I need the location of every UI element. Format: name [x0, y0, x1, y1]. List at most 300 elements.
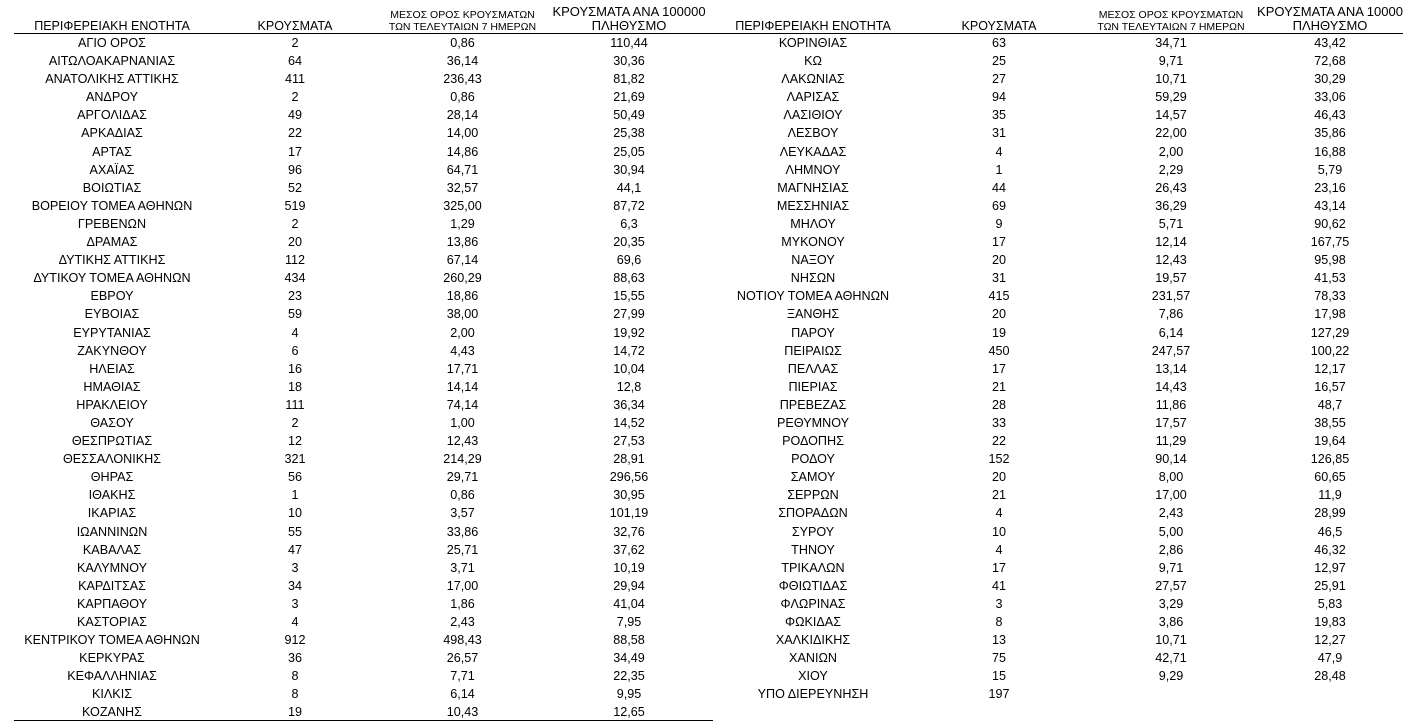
avg7-cell: 11,29	[1155, 434, 1187, 449]
table-row	[713, 70, 1403, 88]
region-cell: ΕΥΒΟΙΑΣ	[84, 307, 140, 322]
avg7-cell: 2,43	[1158, 506, 1184, 521]
avg7-cell: 17,57	[1155, 415, 1187, 430]
cases-cell: 2	[291, 216, 299, 231]
rate-cell: 6,3	[620, 216, 638, 231]
avg7-cell: 498,43	[443, 633, 482, 648]
rate-cell: 46,5	[1317, 524, 1343, 539]
table-row	[14, 613, 713, 631]
avg7-cell: 236,43	[443, 72, 482, 87]
avg7-header-line2: ΤΩΝ ΤΕΛΕΥΤΑΙΩΝ 7 ΗΜΕΡΩΝ	[1097, 21, 1245, 33]
region-cell: ΤΡΙΚΑΛΩΝ	[781, 560, 845, 575]
cases-cell: 15	[991, 669, 1006, 684]
cases-cell: 9	[995, 216, 1003, 231]
region-cell: ΧΙΟΥ	[798, 669, 828, 684]
avg7-cell: 14,00	[446, 126, 479, 141]
cases-cell: 16	[287, 361, 302, 376]
cases-cell: 20	[991, 307, 1006, 322]
avg7-header-line2: ΤΩΝ ΤΕΛΕΥΤΑΙΩΝ 7 ΗΜΕΡΩΝ	[388, 21, 537, 33]
right-table-body	[713, 34, 1403, 704]
table-row	[14, 34, 713, 53]
cases-cell: 23	[287, 289, 302, 304]
rate-cell: 27,53	[613, 434, 645, 449]
avg7-cell: 13,14	[1155, 361, 1187, 376]
table-row	[713, 685, 1403, 703]
rate-cell: 30,36	[613, 54, 645, 69]
cases-cell: 3	[291, 596, 299, 611]
table-row	[14, 396, 713, 414]
cases-cell: 19	[287, 705, 302, 720]
table-row	[14, 305, 713, 323]
cases-cell: 20	[991, 253, 1006, 268]
table-row	[713, 360, 1403, 378]
avg7-cell: 64,71	[446, 162, 479, 177]
avg7-cell: 8,00	[1158, 470, 1184, 485]
table-row	[713, 414, 1403, 432]
region-cell: ΑΝΑΤΟΛΙΚΗΣ ΑΤΤΙΚΗΣ	[45, 72, 179, 87]
table-row	[14, 595, 713, 613]
table-row	[713, 541, 1403, 559]
rate-cell	[1257, 685, 1403, 703]
table-row	[14, 504, 713, 522]
table-row	[713, 233, 1403, 251]
cases-cell: 4	[995, 506, 1003, 521]
avg7-cell: 26,43	[1155, 180, 1187, 195]
rate-cell: 48,7	[1317, 397, 1343, 412]
region-cell: ΚΑΡΔΙΤΣΑΣ	[78, 578, 146, 593]
left-table-body	[14, 34, 713, 722]
table-row	[14, 70, 713, 88]
rate-cell: 36,34	[613, 397, 645, 412]
cases-cell: 47	[287, 542, 302, 557]
rate-cell: 25,38	[613, 126, 645, 141]
cases-cell: 28	[991, 397, 1006, 412]
rate-cell: 110,44	[610, 36, 648, 50]
region-cell: ΑΡΓΟΛΙΔΑΣ	[77, 108, 147, 123]
region-cell: ΔΡΑΜΑΣ	[86, 235, 138, 250]
cases-cell: 25	[991, 54, 1006, 69]
table-row	[14, 703, 713, 721]
region-cell: ΚΑΒΑΛΑΣ	[82, 542, 142, 557]
avg7-cell: 28,14	[446, 108, 479, 123]
avg7-cell: 34,71	[1155, 36, 1187, 50]
cases-cell: 49	[287, 108, 302, 123]
table-row	[713, 504, 1403, 522]
left-header-row	[14, 0, 713, 34]
avg7-cell: 36,29	[1155, 198, 1187, 213]
region-cell: ΣΑΜΟΥ	[790, 470, 836, 485]
avg7-cell: 2,00	[450, 325, 475, 340]
region-cell: ΦΘΙΩΤΙΔΑΣ	[778, 578, 848, 593]
cases-cell: 4	[291, 325, 299, 340]
avg7-cell: 22,00	[1155, 126, 1187, 141]
avg7-cell: 260,29	[443, 271, 482, 286]
table-row	[14, 541, 713, 559]
rate-cell: 126,85	[1310, 452, 1350, 467]
region-cell: ΠΙΕΡΙΑΣ	[788, 379, 838, 394]
rate-cell: 15,55	[613, 289, 645, 304]
table-row	[713, 450, 1403, 468]
avg7-cell: 3,57	[450, 506, 475, 521]
rate-cell: 78,33	[1314, 289, 1346, 304]
table-row	[14, 631, 713, 649]
region-cell: ΣΠΟΡΑΔΩΝ	[778, 506, 848, 521]
cases-cell: 912	[284, 633, 306, 648]
region-cell: ΧΑΝΙΩΝ	[789, 651, 837, 666]
rate-cell: 19,64	[1314, 434, 1346, 449]
region-cell: ΛΑΣΙΘΙΟΥ	[783, 108, 843, 123]
region-cell: ΣΥΡΟΥ	[791, 524, 835, 539]
table-row	[14, 378, 713, 396]
cases-cell: 41	[991, 578, 1006, 593]
avg7-cell: 7,71	[450, 669, 475, 684]
region-cell: ΗΛΕΙΑΣ	[89, 361, 135, 376]
avg7-cell: 12,43	[446, 434, 479, 449]
avg7-cell: 2,43	[450, 615, 475, 629]
avg7-cell: 12,43	[1155, 253, 1187, 268]
rate-cell: 5,79	[1317, 162, 1343, 177]
table-row	[713, 577, 1403, 595]
region-cell: ΖΑΚΥΝΘΟΥ	[77, 343, 147, 358]
region-cell: ΓΡΕΒΕΝΩΝ	[77, 216, 147, 231]
table-row	[713, 52, 1403, 70]
region-cell: ΝΑΞΟΥ	[791, 253, 835, 268]
cases-cell: 112	[284, 253, 306, 268]
avg7-cell: 9,71	[1158, 560, 1184, 575]
cases-cell: 33	[991, 415, 1006, 430]
table-row	[713, 432, 1403, 450]
rate-cell: 46,32	[1314, 542, 1346, 557]
avg7-cell: 1,29	[450, 216, 475, 231]
cases-cell: 59	[287, 307, 302, 322]
region-cell: ΜΗΛΟΥ	[790, 216, 836, 231]
region-cell: ΥΠΟ ΔΙΕΡΕΥΝΗΣΗ	[757, 687, 869, 702]
rate-cell: 69,6	[616, 253, 642, 268]
avg7-cell: 6,14	[450, 687, 475, 702]
avg7-cell: 325,00	[443, 198, 482, 213]
rate-cell: 12,65	[613, 705, 645, 720]
cases-cell: 1	[995, 162, 1003, 177]
cases-cell: 434	[284, 271, 306, 286]
region-cell: ΠΕΛΛΑΣ	[787, 361, 839, 376]
table-row	[14, 414, 713, 432]
rate-cell: 20,35	[613, 235, 645, 250]
cases-cell: 415	[988, 289, 1010, 304]
rate-cell: 12,17	[1314, 361, 1346, 376]
table-row	[713, 649, 1403, 667]
avg7-cell: 1,86	[450, 596, 475, 611]
avg7-cell: 36,14	[446, 54, 479, 69]
per100k-header-line2: ΠΛΗΘΥΣΜΟ	[591, 18, 667, 33]
cases-cell: 20	[287, 235, 302, 250]
cases-cell: 17	[991, 361, 1006, 376]
rate-cell: 101,19	[609, 506, 649, 521]
rate-cell: 43,42	[1314, 36, 1346, 50]
table-row	[713, 486, 1403, 504]
avg7-cell: 12,14	[1155, 235, 1187, 250]
rate-cell: 167,75	[1310, 235, 1350, 250]
cases-cell: 10	[287, 506, 302, 521]
region-cell: ΚΙΛΚΙΣ	[92, 687, 132, 702]
region-cell: ΚΟΖΑΝΗΣ	[82, 705, 142, 720]
region-cell: ΠΡΕΒΕΖΑΣ	[779, 397, 847, 412]
table-row	[14, 486, 713, 504]
avg7-cell: 2,86	[1158, 542, 1184, 557]
cases-cell: 55	[287, 524, 302, 539]
region-cell: ΛΕΣΒΟΥ	[787, 126, 839, 141]
avg7-cell: 214,29	[443, 452, 482, 467]
avg7-cell: 0,86	[450, 36, 475, 50]
table-row	[713, 559, 1403, 577]
avg7-cell: 2,00	[1158, 144, 1184, 159]
avg7-header	[380, 0, 545, 34]
rate-cell: 11,9	[1318, 488, 1342, 503]
table-row	[14, 559, 713, 577]
avg7-cell: 14,43	[1155, 379, 1187, 394]
table-row	[14, 124, 713, 142]
region-cell: ΒΟΡΕΙΟΥ ΤΟΜΕΑ ΑΘΗΝΩΝ	[31, 198, 193, 213]
table-row	[14, 88, 713, 106]
cases-cell: 21	[991, 488, 1006, 503]
right-cases-table	[713, 0, 1403, 703]
rate-cell: 7,95	[616, 615, 642, 629]
cases-cell: 27	[991, 72, 1006, 87]
region-cell: ΚΕΡΚΥΡΑΣ	[79, 651, 145, 666]
table-row	[14, 161, 713, 179]
rate-cell: 30,29	[1314, 72, 1346, 87]
rate-cell: 12,27	[1314, 633, 1346, 648]
rate-cell: 88,58	[613, 633, 645, 648]
avg7-header-line1: ΜΕΣΟΣ ΟΡΟΣ ΚΡΟΥΣΜΑΤΩΝ	[390, 9, 535, 21]
rate-cell: 95,98	[1314, 253, 1346, 268]
cases-cell: 3	[995, 596, 1003, 611]
avg7-cell: 25,71	[446, 542, 479, 557]
region-header: ΠΕΡΙΦΕΡΕΙΑΚΗ ΕΝΟΤΗΤΑ	[14, 0, 210, 34]
table-row	[14, 577, 713, 595]
cases-cell: 4	[995, 144, 1003, 159]
avg7-cell: 14,57	[1155, 108, 1187, 123]
rate-cell: 46,43	[1314, 108, 1346, 123]
avg7-header	[1085, 0, 1257, 34]
region-cell: ΜΑΓΝΗΣΙΑΣ	[777, 180, 849, 195]
cases-cell: 321	[284, 452, 306, 467]
avg7-cell: 10,43	[446, 705, 479, 720]
region-cell: ΚΩ	[804, 54, 822, 69]
cases-cell: 2	[291, 36, 299, 50]
region-cell: ΦΛΩΡΙΝΑΣ	[780, 596, 846, 611]
table-row	[713, 305, 1403, 323]
region-cell: ΝΟΤΙΟΥ ΤΟΜΕΑ ΑΘΗΝΩΝ	[736, 289, 890, 304]
avg7-cell: 74,14	[446, 397, 479, 412]
cases-cell: 36	[287, 651, 302, 666]
cases-cell: 152	[988, 452, 1010, 467]
region-cell: ΘΕΣΠΡΩΤΙΑΣ	[71, 434, 153, 449]
avg7-cell: 13,86	[446, 235, 479, 250]
region-cell: ΤΗΝΟΥ	[791, 542, 835, 557]
table-row	[14, 667, 713, 685]
rate-cell: 16,88	[1314, 144, 1346, 159]
region-cell: ΘΕΣΣΑΛΟΝΙΚΗΣ	[63, 452, 161, 467]
table-row	[713, 468, 1403, 486]
avg7-cell: 3,71	[450, 560, 475, 575]
avg7-cell: 67,14	[446, 253, 479, 268]
rate-cell: 19,83	[1314, 615, 1346, 629]
table-row	[14, 106, 713, 124]
rate-cell: 47,9	[1317, 651, 1343, 666]
table-row	[14, 468, 713, 486]
cases-cell: 10	[991, 524, 1006, 539]
cases-cell: 519	[284, 198, 306, 213]
table-row	[713, 197, 1403, 215]
cases-header: ΚΡΟΥΣΜΑΤΑ	[210, 0, 380, 34]
cases-cell: 35	[991, 108, 1006, 123]
avg7-cell: 5,00	[1158, 524, 1184, 539]
rate-cell: 14,52	[613, 415, 645, 430]
table-row	[713, 667, 1403, 685]
table-row	[713, 215, 1403, 233]
cases-cell: 8	[291, 687, 299, 702]
region-cell: ΙΩΑΝΝΙΝΩΝ	[76, 524, 148, 539]
table-row	[14, 251, 713, 269]
rate-cell: 33,06	[1314, 90, 1346, 105]
region-cell: ΜΕΣΣΗΝΙΑΣ	[776, 198, 850, 213]
avg7-cell: 2,29	[1158, 162, 1184, 177]
rate-cell: 19,92	[613, 325, 645, 340]
avg7-cell: 59,29	[1155, 90, 1187, 105]
avg7-cell: 17,00	[446, 578, 479, 593]
cases-cell: 411	[284, 72, 306, 87]
rate-cell: 87,72	[613, 198, 645, 213]
rate-cell: 41,53	[1314, 271, 1346, 286]
table-row	[713, 143, 1403, 161]
rate-cell: 10,19	[613, 560, 645, 575]
region-cell: ΛΑΚΩΝΙΑΣ	[781, 72, 845, 87]
avg7-cell: 3,86	[1158, 615, 1184, 629]
cases-cell: 17	[991, 235, 1006, 250]
avg7-cell: 32,57	[446, 180, 479, 195]
table-row	[14, 269, 713, 287]
rate-cell: 60,65	[1314, 470, 1346, 485]
avg7-cell: 10,71	[1155, 72, 1187, 87]
region-cell: ΡΟΔΟΥ	[791, 452, 835, 467]
avg7-cell: 1,00	[450, 415, 475, 430]
region-cell: ΑΝΔΡΟΥ	[85, 90, 139, 105]
cases-cell: 22	[287, 126, 302, 141]
rate-cell: 50,49	[613, 108, 645, 123]
table-row	[14, 197, 713, 215]
cases-cell: 18	[287, 379, 302, 394]
avg7-cell: 3,29	[1158, 596, 1184, 611]
avg7-cell: 231,57	[1151, 289, 1191, 304]
region-cell: ΣΕΡΡΩΝ	[787, 488, 839, 503]
table-row	[14, 52, 713, 70]
table-row	[713, 106, 1403, 124]
left-cases-table	[14, 0, 713, 722]
avg7-cell: 9,29	[1158, 669, 1184, 684]
rate-cell: 90,62	[1314, 216, 1346, 231]
region-cell: ΡΟΔΟΠΗΣ	[782, 434, 844, 449]
rate-cell: 12,8	[616, 379, 642, 394]
region-cell: ΚΕΦΑΛΛΗΝΙΑΣ	[67, 669, 157, 684]
rate-cell: 88,63	[613, 271, 645, 286]
cases-cell: 4	[291, 615, 299, 629]
table-row	[14, 342, 713, 360]
region-cell: ΦΩΚΙΔΑΣ	[785, 615, 841, 629]
region-cell: ΚΑΛΥΜΝΟΥ	[76, 560, 148, 575]
avg7-cell: 17,71	[446, 361, 479, 376]
cases-cell: 31	[991, 126, 1006, 141]
cases-cell: 69	[991, 198, 1006, 213]
rate-cell: 27,99	[613, 307, 645, 322]
cases-cell: 52	[287, 180, 302, 195]
cases-header: ΚΡΟΥΣΜΑΤΑ	[913, 0, 1085, 34]
region-cell: ΡΕΘΥΜΝΟΥ	[777, 415, 849, 430]
cases-cell: 197	[988, 687, 1010, 702]
rate-cell: 34,49	[613, 651, 645, 666]
region-cell: ΛΗΜΝΟΥ	[785, 162, 841, 177]
rate-cell: 25,05	[613, 144, 645, 159]
right-header-row	[713, 0, 1403, 34]
table-row	[713, 269, 1403, 287]
rate-cell: 29,94	[613, 578, 645, 593]
avg7-cell: 42,71	[1155, 651, 1187, 666]
region-cell: ΒΟΙΩΤΙΑΣ	[82, 180, 142, 195]
per100k-header-line1: ΚΡΟΥΣΜΑΤΑ ΑΝΑ 100000	[552, 4, 706, 19]
cases-cell: 6	[291, 343, 299, 358]
avg7-cell: 0,86	[450, 488, 475, 503]
region-cell: ΑΙΤΩΛΟΑΚΑΡΝΑΝΙΑΣ	[48, 54, 176, 69]
rate-cell: 296,56	[609, 470, 649, 485]
per10k-header-line1: ΚΡΟΥΣΜΑΤΑ ΑΝΑ 10000	[1257, 4, 1403, 19]
per10k-header-line2: ΠΛΗΘΥΣΜΟ	[1292, 18, 1368, 33]
region-cell: ΠΕΙΡΑΙΩΣ	[784, 343, 842, 358]
region-cell: ΧΑΛΚΙΔΙΚΗΣ	[775, 633, 851, 648]
table-row	[14, 324, 713, 342]
per100k-header	[545, 0, 713, 34]
rate-cell: 30,94	[613, 162, 645, 177]
table-row	[14, 432, 713, 450]
table-row	[713, 595, 1403, 613]
rate-cell: 21,69	[613, 90, 645, 105]
cases-cell: 21	[991, 379, 1006, 394]
table-row	[14, 215, 713, 233]
rate-cell: 37,62	[613, 542, 645, 557]
region-cell: ΔΥΤΙΚΟΥ ΤΟΜΕΑ ΑΘΗΝΩΝ	[33, 271, 191, 286]
table-row	[713, 613, 1403, 631]
avg7-cell: 29,71	[446, 470, 479, 485]
avg7-cell: 9,71	[1158, 54, 1184, 69]
region-cell: ΞΑΝΘΗΣ	[786, 307, 840, 322]
region-cell: ΑΓΙΟ ΟΡΟΣ	[78, 36, 146, 50]
rate-cell: 28,91	[613, 452, 645, 467]
rate-cell: 28,99	[1314, 506, 1346, 521]
region-cell: ΝΗΣΩΝ	[790, 271, 836, 286]
region-cell: ΘΗΡΑΣ	[90, 470, 134, 485]
table-row	[14, 360, 713, 378]
rate-cell: 17,98	[1314, 307, 1346, 322]
table-row	[713, 324, 1403, 342]
region-cell: ΗΜΑΘΙΑΣ	[83, 379, 141, 394]
rate-cell: 32,76	[613, 524, 645, 539]
left-table-block	[14, 0, 713, 722]
table-row	[713, 342, 1403, 360]
cases-cell: 2	[291, 415, 299, 430]
avg7-cell: 18,86	[446, 289, 479, 304]
cases-cell: 3	[291, 560, 299, 575]
avg7-cell: 17,00	[1155, 488, 1187, 503]
rate-cell: 30,95	[613, 488, 645, 503]
avg7-cell: 19,57	[1155, 271, 1187, 286]
